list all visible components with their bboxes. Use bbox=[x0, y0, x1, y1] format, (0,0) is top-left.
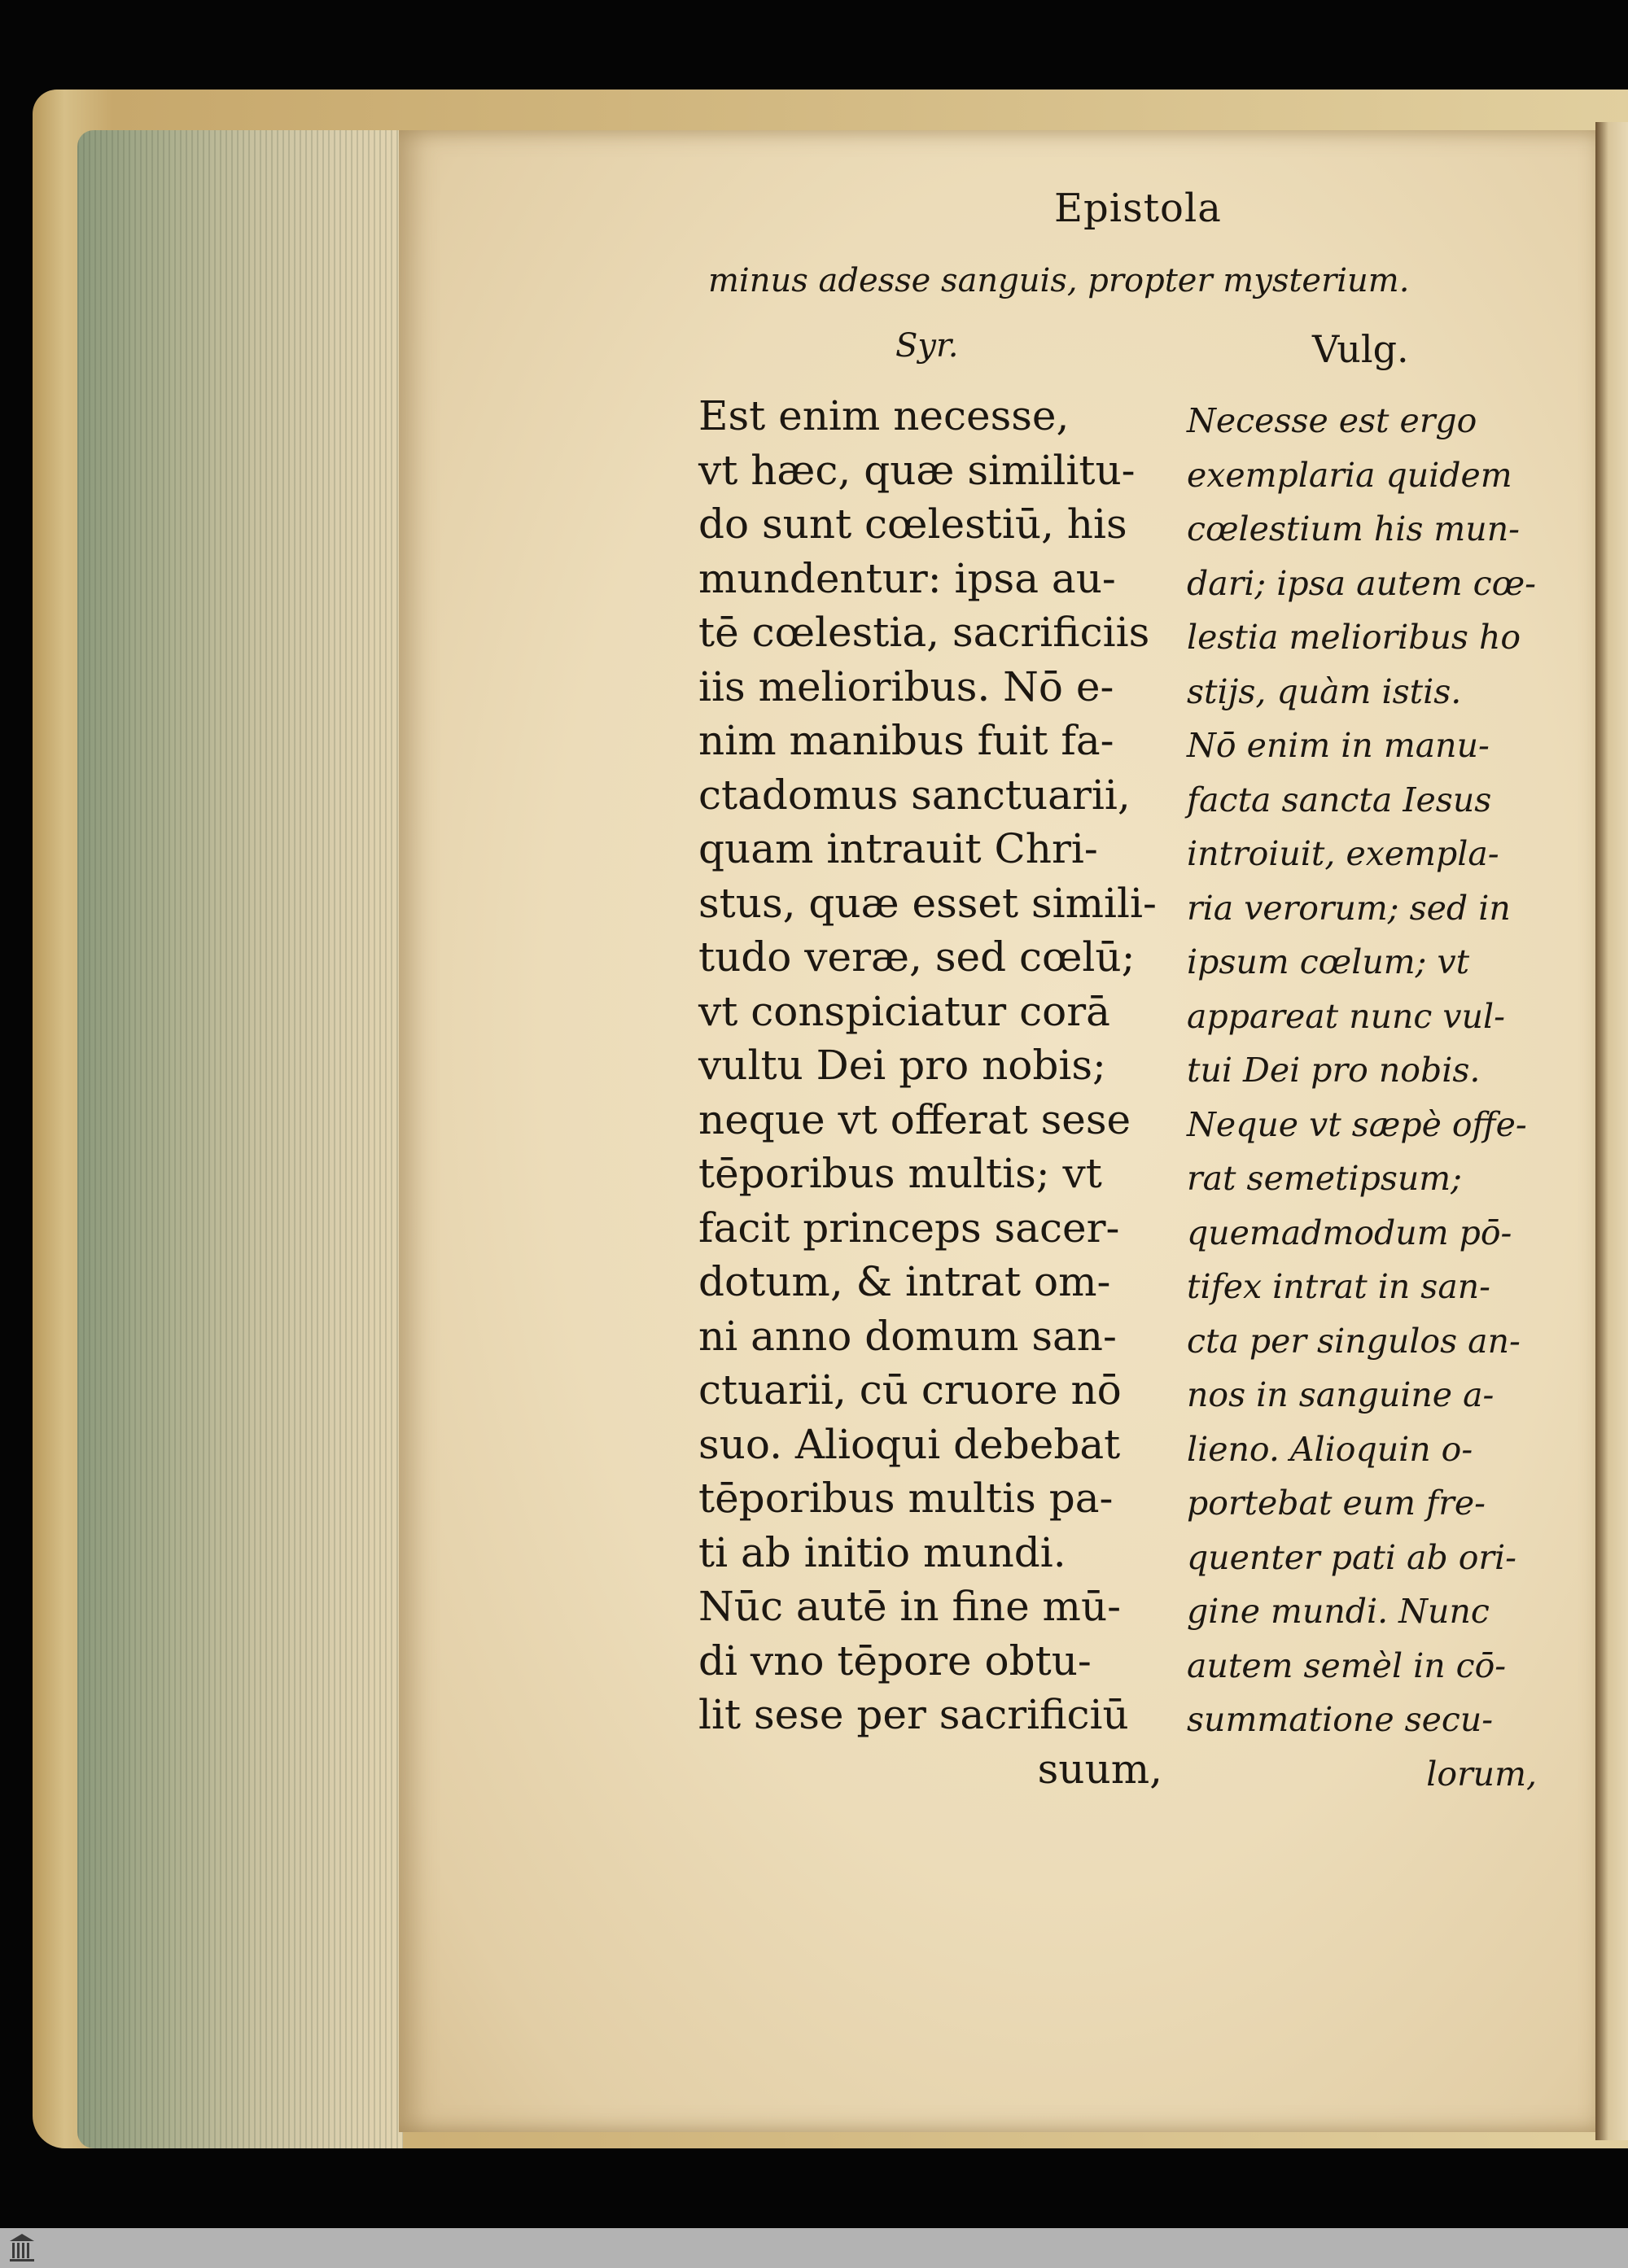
syriac-line: tudo veræ, sed cœlū; bbox=[698, 933, 1136, 981]
syriac-line: di vno tēpore obtu- bbox=[698, 1637, 1092, 1685]
vulgate-column bbox=[1187, 394, 1537, 1801]
syriac-line: mundentur: ipsa au- bbox=[698, 554, 1116, 602]
syriac-column-heading: Syr. bbox=[895, 327, 959, 365]
vulgate-line: introiuit, exempla- bbox=[1187, 834, 1499, 873]
vulgate-line: nos in sanguine a- bbox=[1187, 1375, 1495, 1414]
vulgate-line: stijs, quàm istis. bbox=[1187, 671, 1462, 711]
vulgate-line: Nō enim in manu- bbox=[1187, 726, 1490, 765]
vulgate-line: facta sancta Iesus bbox=[1187, 780, 1492, 819]
syriac-line: facit princeps sacer- bbox=[698, 1204, 1120, 1252]
running-header: Epistola bbox=[1054, 186, 1222, 231]
syriac-line: stus, quæ esset simili- bbox=[698, 879, 1157, 927]
vulgate-line: summatione secu- bbox=[1187, 1700, 1494, 1739]
vulgate-line: lestia melioribus ho bbox=[1187, 618, 1521, 657]
vulgate-line: Neque vt sæpè offe- bbox=[1187, 1104, 1527, 1144]
syriac-line: lit sese per sacrificiū bbox=[698, 1691, 1129, 1738]
syriac-line: tē cœlestia, sacrificiis bbox=[698, 609, 1150, 656]
syriac-line: tēporibus multis pa- bbox=[698, 1475, 1114, 1522]
syriac-line: ctadomus sanctuarii, bbox=[698, 771, 1131, 819]
vulgate-line: portebat eum fre- bbox=[1187, 1484, 1486, 1523]
vulgate-column-heading: Vulg. bbox=[1312, 327, 1409, 371]
syriac-line: Est enim necesse, bbox=[698, 392, 1070, 439]
vulgate-line: lieno. Alioquin o- bbox=[1187, 1429, 1473, 1469]
vulgate-line: autem semèl in cō- bbox=[1187, 1645, 1507, 1685]
vulgate-line: appareat nunc vul- bbox=[1187, 996, 1505, 1036]
syriac-line: quam intrauit Chri- bbox=[698, 825, 1098, 872]
vulgate-line: cta per singulos an- bbox=[1187, 1321, 1521, 1361]
vulgate-line: tui Dei pro nobis. bbox=[1187, 1051, 1481, 1090]
vulgate-line: ria verorum; sed in bbox=[1187, 888, 1511, 928]
vulgate-catchword: lorum, bbox=[1426, 1754, 1537, 1794]
syriac-line: neque vt offerat sese bbox=[698, 1095, 1131, 1143]
syriac-line: iis melioribus. Nō e- bbox=[698, 662, 1114, 710]
syriac-line: do sunt cœlestiū, his bbox=[698, 500, 1127, 548]
syriac-line: tēporibus multis; vt bbox=[698, 1150, 1102, 1197]
vulgate-line: quemadmodum pō- bbox=[1187, 1213, 1512, 1252]
building-logo-icon bbox=[8, 2231, 36, 2264]
facing-page-edge bbox=[1595, 122, 1628, 2140]
vulgate-line: quenter pati ab ori- bbox=[1187, 1537, 1516, 1577]
vulgate-line: cœlestium his mun- bbox=[1187, 509, 1520, 548]
vulgate-line: Necesse est ergo bbox=[1187, 401, 1477, 440]
syriac-line: vt conspiciatur corā bbox=[698, 987, 1110, 1035]
syriac-line: vultu Dei pro nobis; bbox=[698, 1042, 1106, 1089]
vulgate-line: dari; ipsa autem cœ- bbox=[1187, 563, 1536, 603]
syriac-line: nim manibus fuit fa- bbox=[698, 717, 1114, 764]
vulgate-line: gine mundi. Nunc bbox=[1187, 1592, 1490, 1631]
continuation-line: minus adesse sanguis, propter mysterium. bbox=[708, 262, 1410, 299]
syriac-line: dotum, & intrat om- bbox=[698, 1258, 1111, 1305]
vulgate-line: rat semetipsum; bbox=[1187, 1159, 1462, 1198]
syriac-line: ctuarii, cū cruore nō bbox=[698, 1366, 1122, 1414]
syriac-line: suo. Alioqui debebat bbox=[698, 1420, 1121, 1468]
page-edges bbox=[77, 130, 403, 2148]
syriac-line: ti ab initio mundi. bbox=[698, 1528, 1066, 1576]
syriac-catchword: suum, bbox=[1037, 1745, 1162, 1793]
syriac-column bbox=[698, 389, 1162, 1796]
syriac-line: ni anno domum san- bbox=[698, 1312, 1117, 1360]
syriac-line: vt hæc, quæ similitu- bbox=[698, 446, 1136, 494]
vulgate-line: tifex intrat in san- bbox=[1187, 1267, 1491, 1306]
vulgate-line: exemplaria quidem bbox=[1187, 455, 1512, 495]
vulgate-line: ipsum cœlum; vt bbox=[1187, 942, 1470, 981]
syriac-line: Nūc autē in fine mū- bbox=[698, 1583, 1122, 1630]
viewer-bottom-bar bbox=[0, 2228, 1628, 2268]
